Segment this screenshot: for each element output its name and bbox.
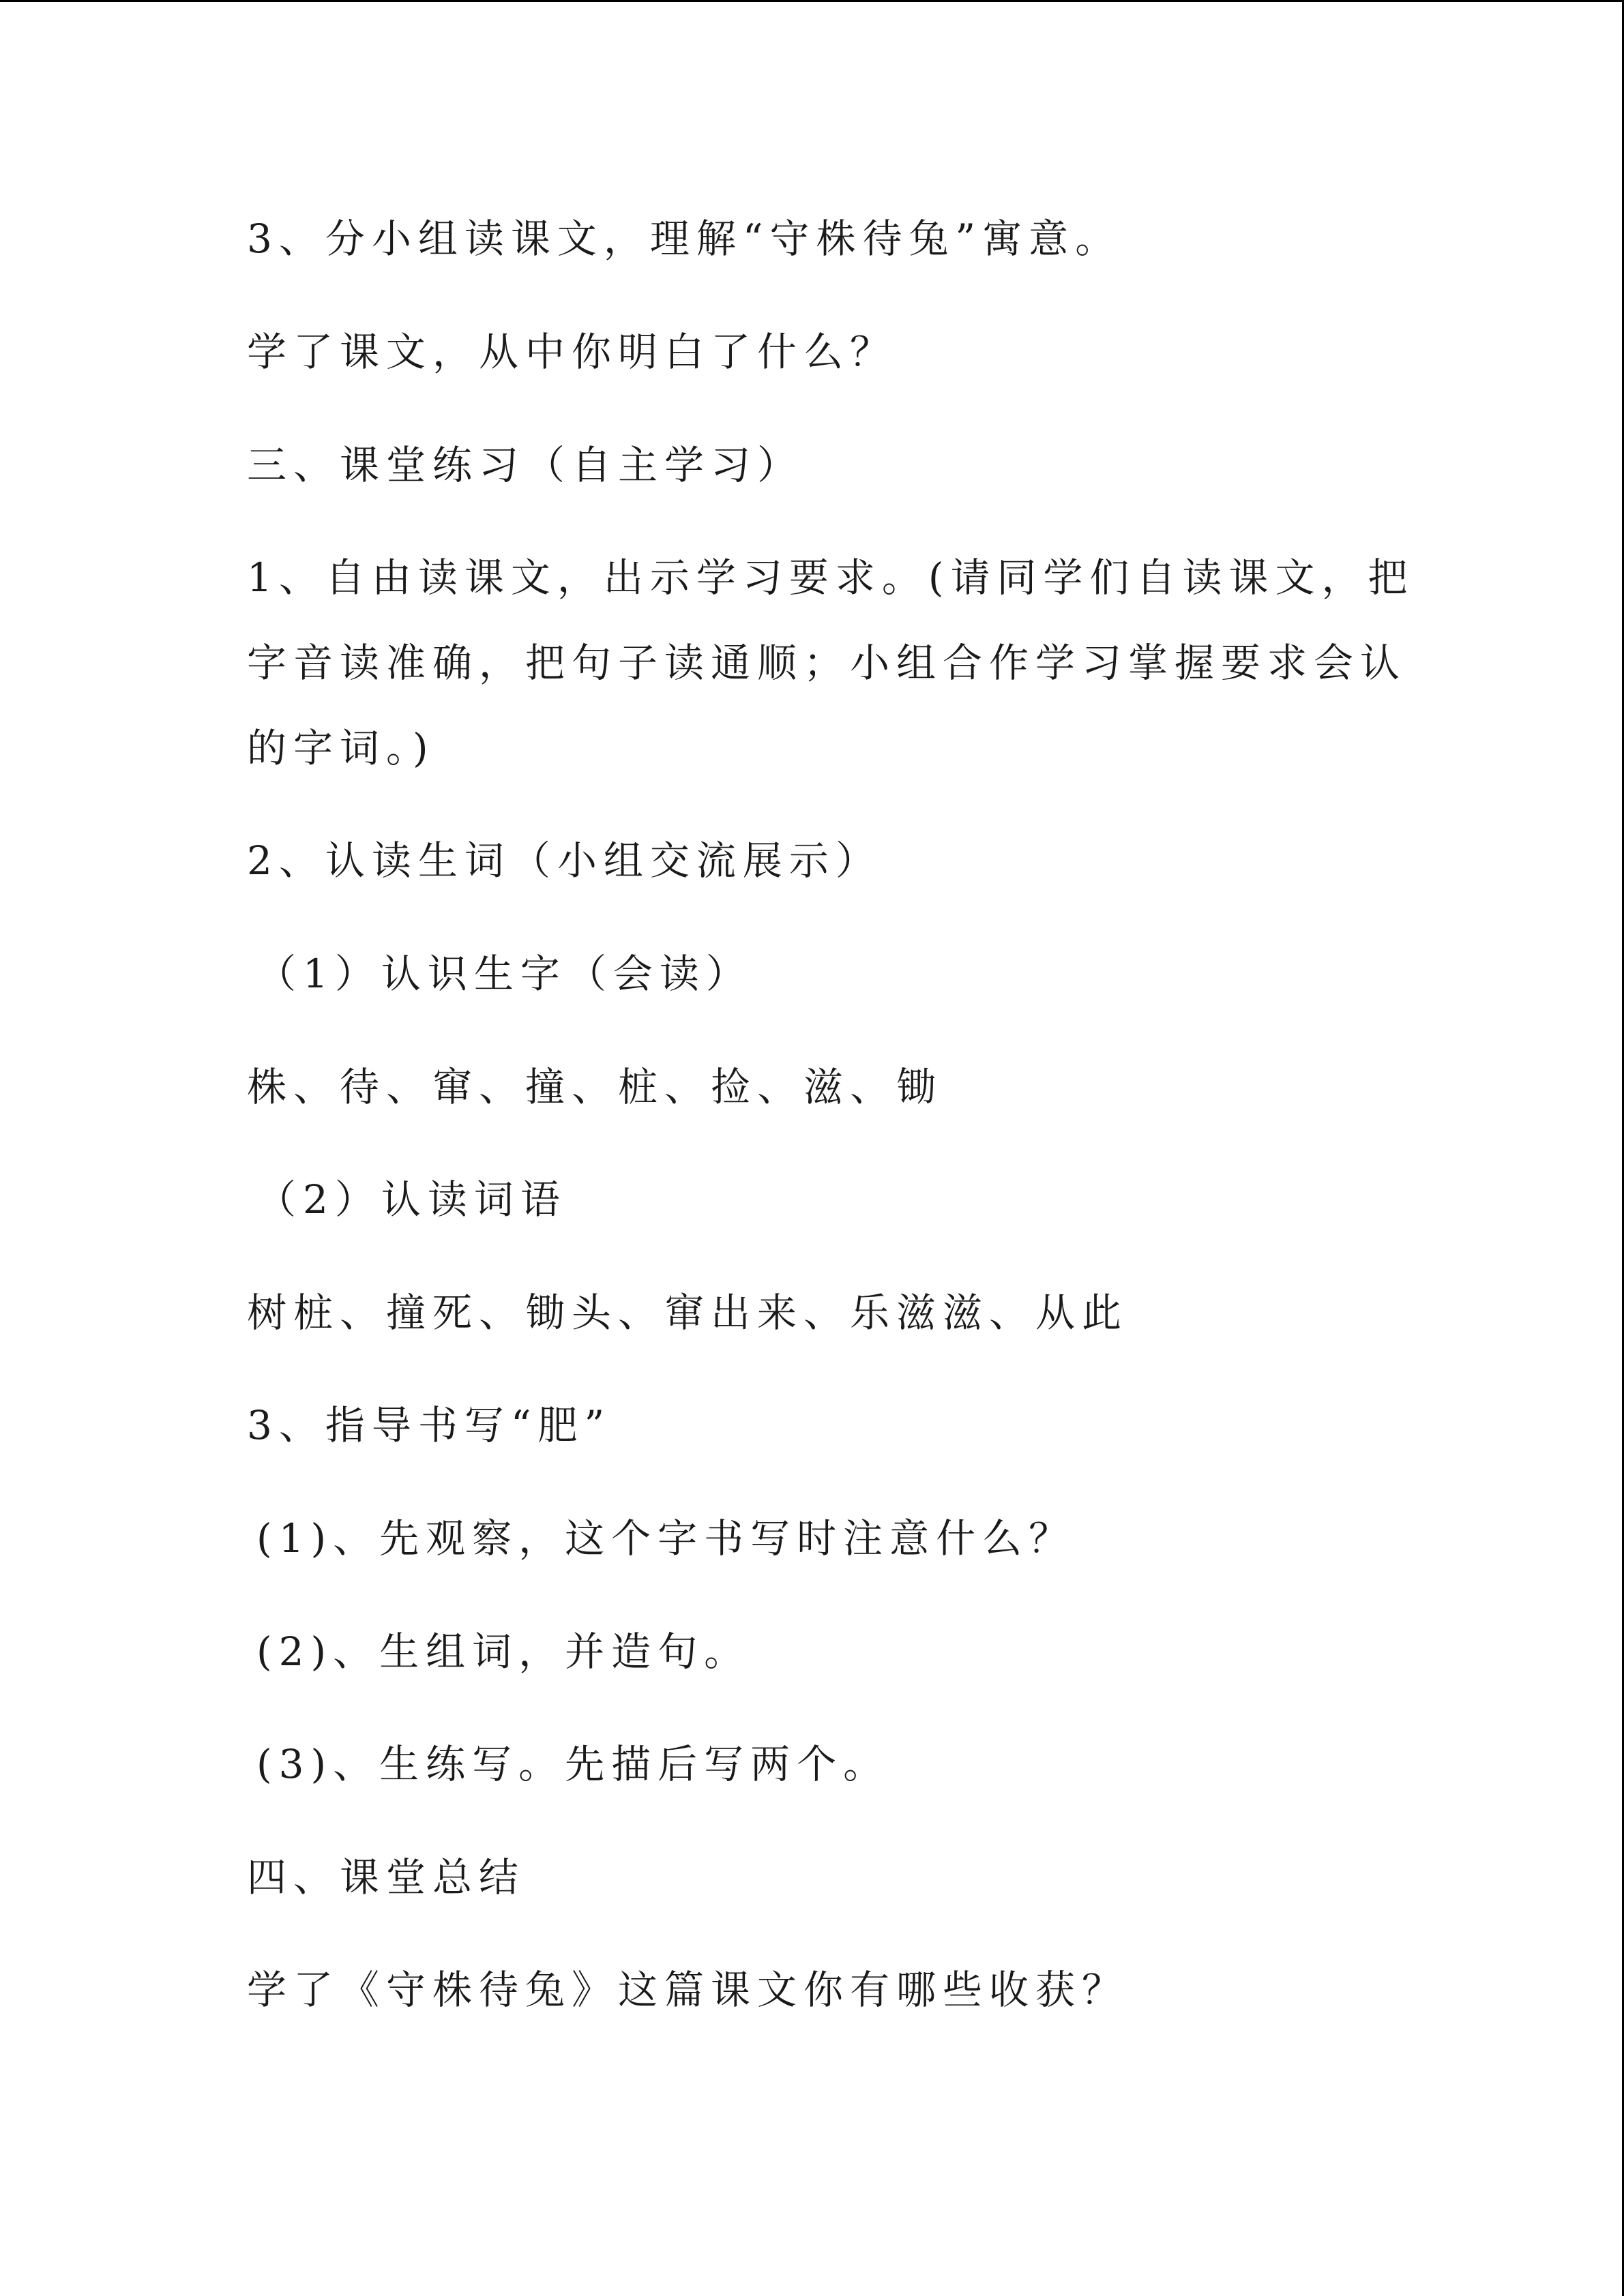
text-line: 2、认读生词（小组交流展示） xyxy=(247,837,882,884)
text-line: 树桩、撞死、锄头、窜出来、乐滋滋、从此 xyxy=(247,1289,1129,1336)
text-line: 学了课文，从中你明白了什么？ xyxy=(247,329,897,375)
text-line: (3)、生练写。先描后写两个。 xyxy=(256,1741,890,1787)
text-line: 1、自由读课文，出示学习要求。(请同学们自读课文，把 xyxy=(247,554,1415,601)
text-line: 株、待、窜、撞、桩、捡、滋、锄 xyxy=(247,1064,943,1110)
text-line: 的字词。) xyxy=(247,725,435,771)
text-line: (2)、生组词，并造句。 xyxy=(256,1628,751,1675)
text-line: （1）认识生字（会读） xyxy=(256,951,752,997)
text-line: (1)、先观察，这个字书写时注意什么？ xyxy=(256,1515,1076,1562)
text-line: （2）认读词语 xyxy=(256,1176,567,1223)
text-line: 学了《守株待兔》这篇课文你有哪些收获？ xyxy=(247,1967,1129,2013)
text-line: 3、分小组读课文，理解“守株待兔”寓意。 xyxy=(247,215,1122,262)
section-heading: 三、课堂练习（自主学习） xyxy=(247,442,804,488)
text-line: 3、指导书写“肥” xyxy=(247,1402,612,1448)
text-line: 字音读准确，把句子读通顺；小组合作学习掌握要求会认 xyxy=(247,640,1407,686)
section-heading: 四、课堂总结 xyxy=(247,1854,526,1900)
